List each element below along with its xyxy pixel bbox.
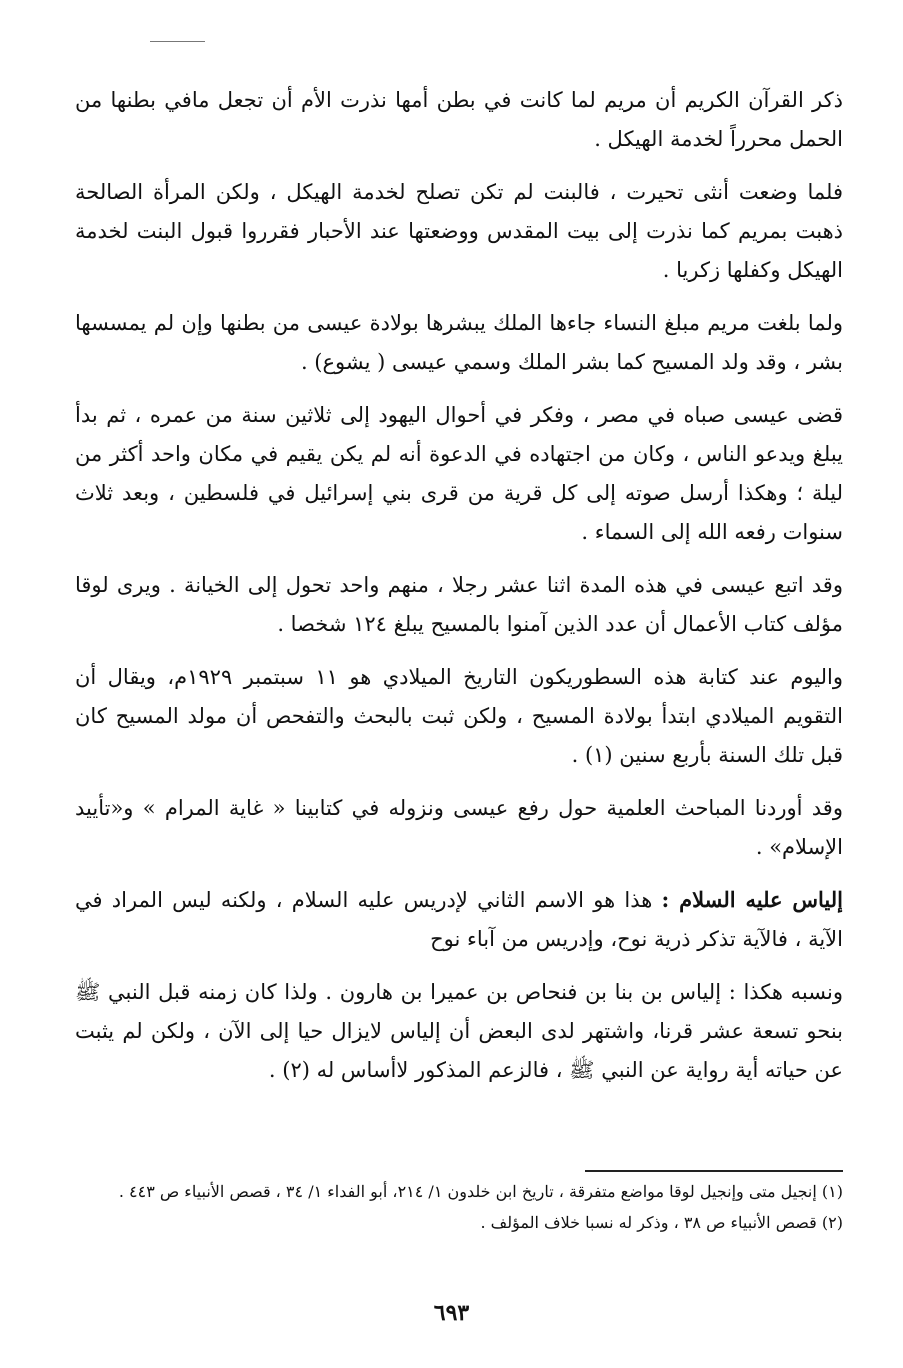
paragraph-books: [75, 788, 843, 867]
paragraph-elias-lineage: [75, 972, 843, 1090]
paragraph-text: هذا هو الاسم الثاني لإدريس عليه السلام ، ولكنه ليس المراد في الآية ، فالآية تذكر ذرية نوح، وإدريس من آباء نوح: [75, 888, 843, 951]
paragraph-elias-heading: [75, 880, 843, 959]
paragraph-jesus-mission: [75, 395, 843, 552]
paragraph-calendar: [75, 657, 843, 775]
paragraph-text: ذكر القرآن الكريم أن مريم لما كانت في بطن أمها نذرت الأم أن تجعل مافي بطنها من الحمل محرراً لخدمة الهيكل .: [75, 88, 843, 151]
section-heading: إلياس عليه السلام :: [661, 887, 843, 912]
paragraph-mary-vow: [75, 80, 843, 159]
paragraph-jesus-birth: [75, 303, 843, 382]
footnote-2: (٢) قصص الأنبياء ص ٣٨ ، وذكر له نسبا خلاف المؤلف .: [480, 1213, 843, 1232]
paragraph-text: واليوم عند كتابة هذه السطوريكون التاريخ الميلادي هو ١١ سبتمبر ١٩٢٩م، ويقال أن التقويم الميلادي ابتدأ بولادة المسيح ، ولكن ثبت بالبحث والتفحص أن مولد المسيح كان قبل تلك السنة بأربع سنين (١) .: [75, 665, 843, 767]
paragraph-mary-birth: [75, 172, 843, 290]
page-number: ٦٩٣: [433, 1300, 470, 1326]
paragraph-followers: [75, 565, 843, 644]
paragraph-text: قضى عيسى صباه في مصر ، وفكر في أحوال اليهود إلى ثلاثين سنة من عمره ، ثم بدأ يبلغ ويدعو الناس ، وكان من اجتهاده في الدعوة أنه لم يكن يقيم في مكان واحد أكثر من ليلة ؛ وهكذا أرسل صوته إلى كل قرية من قرى بني إسرائيل في فلسطين ، وبعد ثلاث سنوات رفعه الله إلى السماء .: [75, 403, 843, 544]
paragraph-text: ولما بلغت مريم مبلغ النساء جاءها الملك يبشرها بولادة عيسى من بطنها وإن لم يمسسها بشر ، وقد ولد المسيح كما بشر الملك وسمي عيسى ( يشوع) .: [75, 311, 843, 374]
main-text: [75, 80, 843, 1103]
paragraph-text: ونسبه هكذا : إلياس بن بنا بن فنحاص بن عميرا بن هارون . ولذا كان زمنه قبل النبي ﷺ بنحو تسعة عشر قرنا، واشتهر لدى البعض أن إلياس لايزال حيا إلى الآن ، ولكن لم يثبت عن حياته أية رواية عن النبي ﷺ ، فالزعم المذكور لاأساس له (٢) .: [75, 980, 843, 1082]
footnote-1: (١) إنجيل متى وإنجيل لوقا مواضع متفرقة ، تاريخ ابن خلدون ١/ ٢١٤، أبو الفداء ١/ ٣٤ ، قصص الأنبياء ص ٤٤٣ .: [118, 1182, 843, 1201]
paragraph-text: فلما وضعت أنثى تحيرت ، فالبنت لم تكن تصلح لخدمة الهيكل ، ولكن المرأة الصالحة ذهبت بمريم كما نذرت إلى بيت المقدس ووضعتها عند الأحبار فقرروا قبول البنت لخدمة الهيكل وكفلها زكريا .: [75, 180, 843, 282]
footnote-separator: [585, 1170, 843, 1172]
footnotes: [75, 1178, 843, 1240]
paragraph-text: وقد اتبع عيسى في هذه المدة اثنا عشر رجلا ، منهم واحد تحول إلى الخيانة . ويرى لوقا مؤلف كتاب الأعمال أن عدد الذين آمنوا بالمسيح يبلغ ١٢٤ شخصا .: [75, 573, 843, 636]
paragraph-text: وقد أوردنا المباحث العلمية حول رفع عيسى ونزوله في كتابينا « غاية المرام » و«تأييد الإسلام» .: [75, 796, 843, 859]
top-decorative-line: [150, 41, 205, 42]
